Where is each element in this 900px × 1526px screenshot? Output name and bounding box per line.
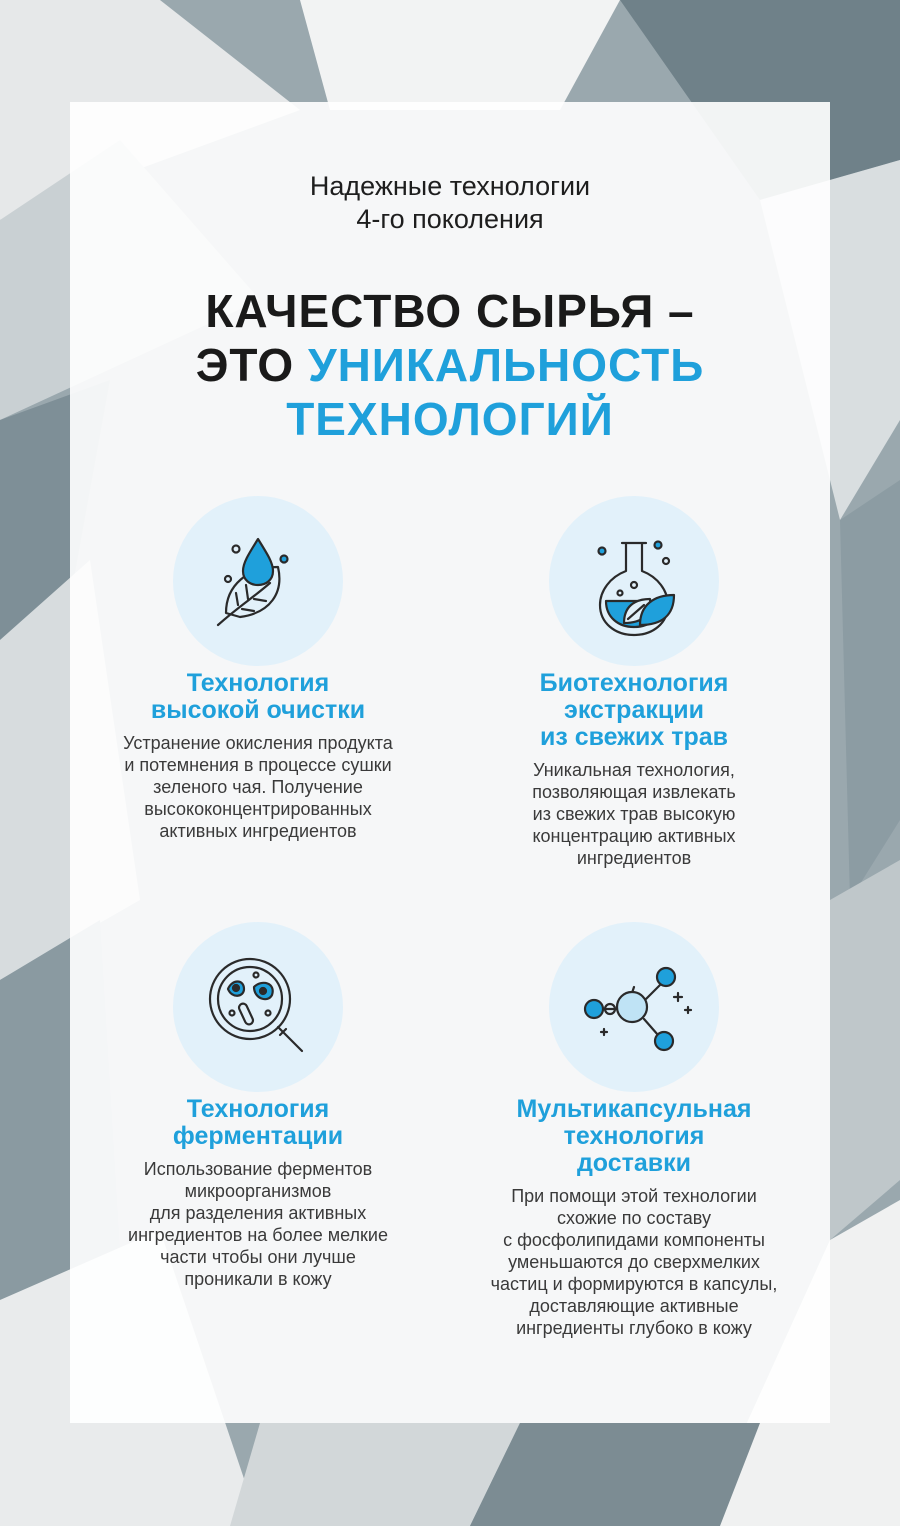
- feature-multicapsule: [454, 922, 814, 1339]
- molecule-capsules-icon: [574, 947, 694, 1067]
- feature-desc-line: для разделения активных: [149, 1203, 367, 1223]
- content-panel: [70, 102, 830, 1423]
- feature-desc-line: с фосфолипидами компоненты: [503, 1230, 765, 1250]
- feature-title-line: Мультикапсульная: [516, 1095, 752, 1123]
- feature-title: [454, 670, 814, 751]
- feature-description: [454, 759, 814, 869]
- feature-fermentation: [78, 922, 438, 1290]
- feature-desc-line: зеленого чая. Получение: [153, 777, 363, 797]
- feature-desc-line: схожие по составу: [557, 1208, 711, 1228]
- icon-circle: [549, 922, 719, 1092]
- subtitle: [70, 170, 830, 236]
- feature-desc-line: концентрацию активных: [532, 826, 736, 846]
- feature-title-line: Биотехнология: [539, 669, 729, 697]
- feature-title: [454, 1096, 814, 1177]
- feature-desc-line: части чтобы они лучше: [160, 1247, 356, 1267]
- feature-title-line: технология: [563, 1122, 705, 1150]
- feature-desc-line: ингредиентов: [576, 848, 692, 868]
- feature-desc-line: уменьшаются до сверхмелких: [508, 1252, 760, 1272]
- feature-description: [78, 1158, 438, 1290]
- headline-line-1: КАЧЕСТВО СЫРЬЯ –: [205, 285, 695, 337]
- feature-desc-line: ингредиентов на более мелкие: [128, 1225, 388, 1245]
- feature-title: [78, 670, 438, 724]
- magnifier-microorganisms-icon: [198, 947, 318, 1067]
- feature-desc-line: высококонцентрированных: [144, 799, 372, 819]
- feature-title: [78, 1096, 438, 1150]
- feature-desc-line: из свежих трав высокую: [532, 804, 736, 824]
- feature-desc-line: активных ингредиентов: [159, 821, 357, 841]
- flask-leaf-icon: [574, 521, 694, 641]
- feature-title-line: ферментации: [172, 1122, 344, 1150]
- feature-description: [454, 1185, 814, 1339]
- feature-description: [78, 732, 438, 842]
- feature-desc-line: проникали в кожу: [184, 1269, 332, 1289]
- feature-title-line: Технология: [186, 1095, 330, 1123]
- feature-desc-line: позволяющая извлекать: [532, 782, 736, 802]
- headline: [70, 284, 830, 446]
- feature-title-line: из свежих трав: [540, 723, 728, 751]
- feature-desc-line: ингредиенты глубоко в кожу: [516, 1318, 752, 1338]
- feature-extraction: [454, 496, 814, 869]
- subtitle-line-1: Надежные технологии: [309, 171, 591, 201]
- feature-desc-line: Уникальная технология,: [533, 760, 735, 780]
- icon-circle: [173, 496, 343, 666]
- feature-desc-line: Использование ферментов: [143, 1159, 373, 1179]
- headline-line-2-accent: УНИКАЛЬНОСТЬ: [307, 339, 705, 391]
- feature-title-line: экстракции: [564, 696, 704, 724]
- feature-title-line: высокой очистки: [150, 696, 366, 724]
- feature-desc-line: Устранение окисления продукта: [123, 733, 393, 753]
- headline-line-3: ТЕХНОЛОГИЙ: [286, 393, 614, 445]
- feature-desc-line: частиц и формируются в капсулы,: [490, 1274, 778, 1294]
- water-drop-leaf-icon: [198, 521, 318, 641]
- feature-purification: [78, 496, 438, 842]
- feature-desc-line: При помощи этой технологии: [511, 1186, 757, 1206]
- feature-desc-line: микроорганизмов: [184, 1181, 332, 1201]
- subtitle-line-2: 4-го поколения: [356, 204, 544, 234]
- headline-line-2: [70, 338, 830, 392]
- feature-title-line: Технология: [186, 669, 330, 697]
- icon-circle: [173, 922, 343, 1092]
- headline-line-2-dark: ЭТО: [195, 339, 308, 391]
- feature-desc-line: и потемнения в процессе сушки: [124, 755, 392, 775]
- feature-desc-line: доставляющие активные: [529, 1296, 739, 1316]
- icon-circle: [549, 496, 719, 666]
- feature-title-line: доставки: [576, 1149, 692, 1177]
